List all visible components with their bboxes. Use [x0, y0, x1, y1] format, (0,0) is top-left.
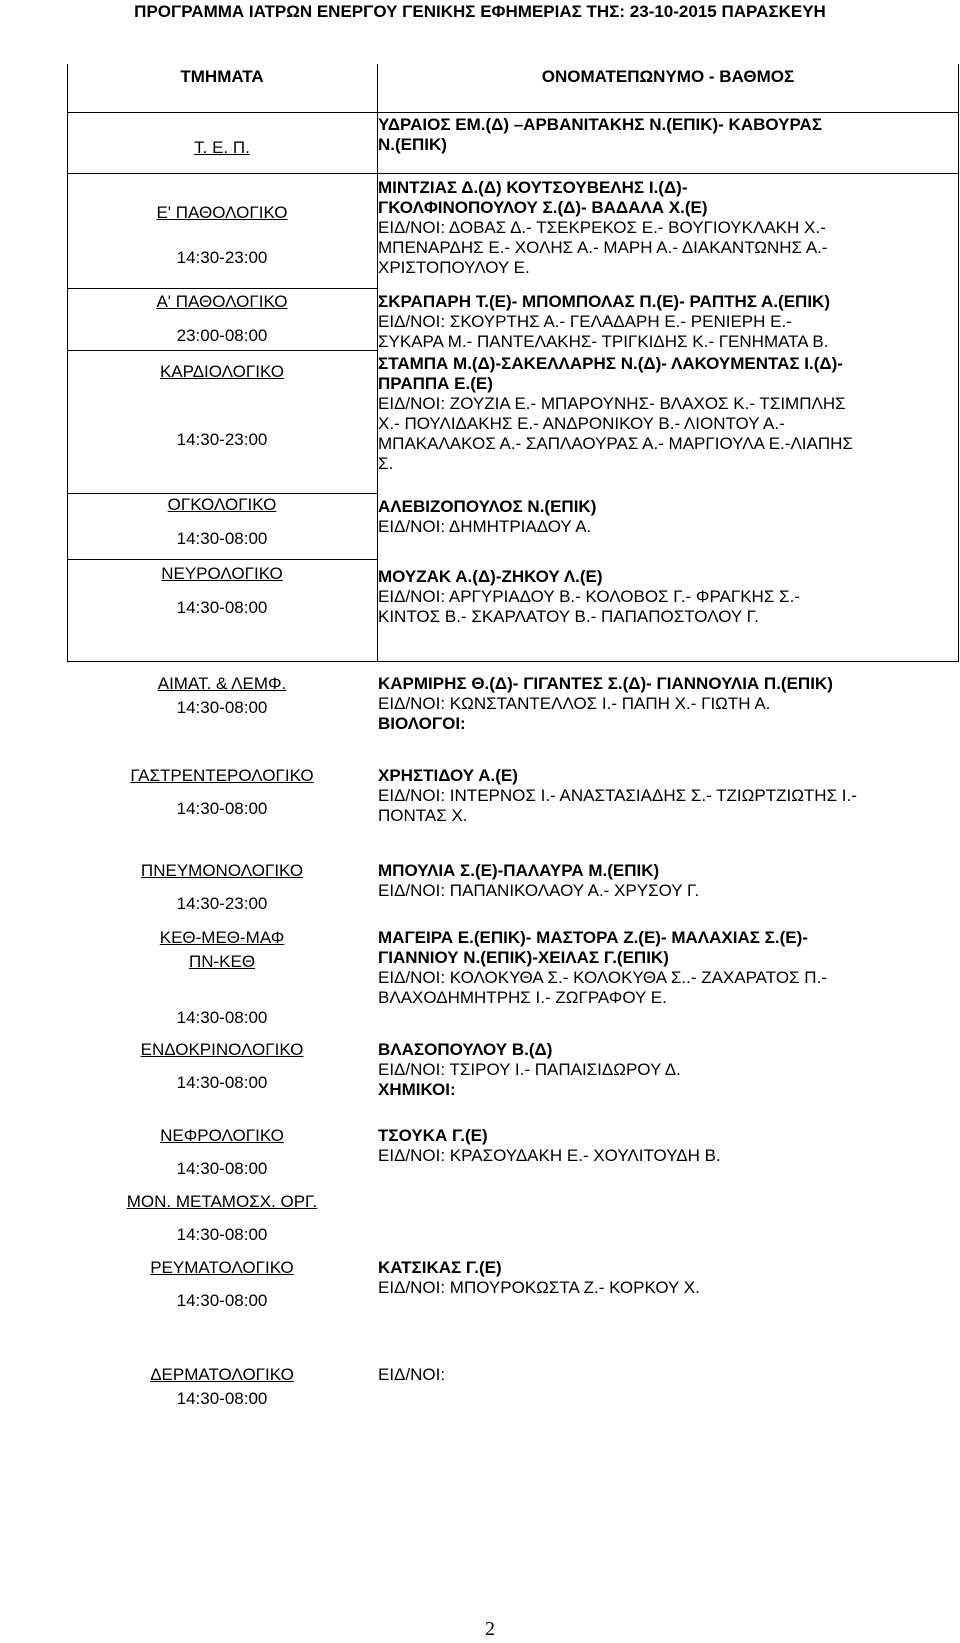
- names-line: ΕΙΔ/ΝΟΙ: ΖΟΥΖΙΑ Ε.- ΜΠΑΡΟΥΝΗΣ- ΒΛΑΧΟΣ Κ.- ΤΣΙΜΠΛΗΣ: [378, 394, 846, 413]
- names-line: ΒΛΑΣΟΠΟΥΛΟΥ Β.(Δ): [378, 1040, 553, 1059]
- dept-haem-time: 14:30-08:00: [176, 698, 268, 717]
- names-line: ΣΥΚΑΡΑ Μ.- ΠΑΝΤΕΛΑΚΗΣ- ΤΡΙΓΚΙΔΗΣ Κ.- ΓΕΝΗΜΑΤΑ Β.: [378, 332, 829, 351]
- names-rheum: [378, 1258, 948, 1298]
- dept-gastro: ΓΑΣΤΡΕΝΤΕΡΟΛΟΓΙΚΟ: [130, 766, 314, 785]
- row-divider-tep: [67, 173, 959, 174]
- names-line: ΠΟΝΤΑΣ Χ.: [378, 806, 468, 825]
- names-line: ΕΙΔ/ΝΟΙ: ΔΟΒΑΣ Δ.- ΤΣΕΚΡΕΚΟΣ Ε.- ΒΟΥΓΙΟΥΚΛΑΚΗ Χ.-: [378, 218, 826, 237]
- names-line: ΒΛΑΧΟΔΗΜΗΤΡΗΣ Ι.- ΖΩΓΡΑΦΟΥ Ε.: [378, 988, 667, 1007]
- names-line: ΜΑΓΕΙΡΑ Ε.(ΕΠΙΚ)- ΜΑΣΤΟΡΑ Ζ.(Ε)- ΜΑΛΑΧΙΑΣ Σ.(Ε)-: [378, 928, 808, 947]
- header-names: [378, 67, 958, 87]
- names-e-pathologiko: [378, 178, 948, 278]
- names-tep: [378, 115, 948, 155]
- dept-rheum-time: 14:30-08:00: [176, 1291, 268, 1310]
- names-line: ΧΡΙΣΤΟΠΟΥΛΟΥ Ε.: [378, 258, 530, 277]
- names-line: ΤΣΟΥΚΑ Γ.(Ε): [378, 1126, 488, 1145]
- names-line: ΚΑΡΜΙΡΗΣ Θ.(Δ)- ΓΙΓΑΝΤΕΣ Σ.(Δ)- ΓΙΑΝΝΟΥΛΙΑ Π.(ΕΠΙΚ): [378, 674, 833, 693]
- names-line: ΣΤΑΜΠΑ Μ.(Δ)-ΣΑΚΕΛΛΑΡΗΣ Ν.(Δ)- ΛΑΚΟΥΜΕΝΤΑΣ Ι.(Δ)-: [378, 354, 843, 373]
- names-line: Σ.: [378, 454, 394, 473]
- dept-endo-time: 14:30-08:00: [176, 1073, 268, 1092]
- dept-haem: ΑΙΜΑΤ. & ΛΕΜΦ.: [157, 674, 287, 693]
- names-a-pathologiko: [378, 292, 948, 352]
- dept-cardio: ΚΑΡΔΙΟΛΟΓΙΚΟ: [159, 362, 285, 381]
- names-line: ΧΡΗΣΤΙΔΟΥ Α.(Ε): [378, 766, 518, 785]
- names-line: ΠΡΑΠΠΑ Ε.(Ε): [378, 374, 493, 393]
- names-line: ΥΔΡΑΙΟΣ ΕΜ.(Δ) –ΑΡΒΑΝΙΤΑΚΗΣ Ν.(ΕΠΙΚ)- ΚΑΒΟΥΡΑΣ: [378, 115, 823, 134]
- dept-tep: Τ. Ε. Π.: [194, 138, 250, 157]
- names-line: ΓΙΑΝΝΙΟΥ Ν.(ΕΠΙΚ)-ΧΕΙΛΑΣ Γ.(ΕΠΙΚ): [378, 948, 669, 967]
- names-line: ΕΙΔ/ΝΟΙ: ΣΚΟΥΡΤΗΣ Α.- ΓΕΛΑΔΑΡΗ Ε.- ΡΕΝΙΕΡΗ Ε.-: [378, 312, 792, 331]
- names-line: Χ.- ΠΟΥΛΙΔΑΚΗΣ Ε.- ΑΝΔΡΟΝΙΚΟΥ Β.- ΛΙΟΝΤΟΥ Α.-: [378, 414, 785, 433]
- dept-neuro: ΝΕΥΡΟΛΟΓΙΚΟ: [161, 564, 283, 583]
- row-divider-bottom: [67, 661, 959, 662]
- dept-nephro: ΝΕΦΡΟΛΟΓΙΚΟ: [160, 1126, 284, 1145]
- names-neuro: [378, 567, 948, 627]
- names-line: ΒΙΟΛΟΓΟΙ:: [378, 714, 466, 733]
- names-cardio: [378, 354, 948, 474]
- names-gastro: [378, 766, 948, 826]
- names-line: ΕΙΔ/ΝΟΙ:: [378, 1365, 446, 1384]
- names-line: ΕΙΔ/ΝΟΙ: ΔΗΜΗΤΡΙΑΔΟΥ Α.: [378, 517, 592, 536]
- dept-gastro-time: 14:30-08:00: [176, 799, 268, 818]
- names-line: ΕΙΔ/ΝΟΙ: ΚΡΑΣΟΥΔΑΚΗ Ε.- ΧΟΥΛΙΤΟΥΔΗ Β.: [378, 1146, 721, 1165]
- dept-onco-time: 14:30-08:00: [176, 529, 268, 548]
- dept-onco: ΟΓΚΟΛΟΓΙΚΟ: [167, 495, 277, 514]
- names-line: ΕΙΔ/ΝΟΙ: ΠΑΠΑΝΙΚΟΛΑΟΥ Α.- ΧΡΥΣΟΥ Γ.: [378, 881, 700, 900]
- dept-e-pathologiko-time: 14:30-23:00: [176, 248, 268, 267]
- names-line: ΓΚΟΛΦΙΝΟΠΟΥΛΟΥ Σ.(Δ)- ΒΑΔΑΛΑ Χ.(Ε): [378, 198, 708, 217]
- names-line: ΕΙΔ/ΝΟΙ: ΤΣΙΡΟΥ Ι.- ΠΑΠΑΙΣΙΔΩΡΟΥ Δ.: [378, 1060, 681, 1079]
- names-line: ΕΙΔ/ΝΟΙ: ΑΡΓΥΡΙΑΔΟΥ Β.- ΚΟΛΟΒΟΣ Γ.- ΦΡΑΓΚΗΣ Σ.-: [378, 587, 800, 606]
- row-divider-a-path: [67, 350, 377, 351]
- dept-nephro-time: 14:30-08:00: [176, 1159, 268, 1178]
- names-line: ΜΙΝΤΖΙΑΣ Δ.(Δ) ΚΟΥΤΣΟΥΒΕΛΗΣ Ι.(Δ)-: [378, 178, 688, 197]
- dept-e-pathologiko: Ε' ΠΑΘΟΛΟΓΙΚΟ: [156, 203, 288, 222]
- dept-mon-time: 14:30-08:00: [176, 1225, 268, 1244]
- names-line: ΕΙΔ/ΝΟΙ: ΚΟΛΟΚΥΘΑ Σ.- ΚΟΛΟΚΥΘΑ Σ..- ΖΑΧΑΡΑΤΟΣ Π.-: [378, 968, 827, 987]
- dept-pneumo-time: 14:30-23:00: [176, 894, 268, 913]
- names-line: ΜΠΟΥΛΙΑ Σ.(Ε)-ΠΑΛΑΥΡΑ Μ.(ΕΠΙΚ): [378, 861, 660, 880]
- dept-a-pathologiko: Α' ΠΑΘΟΛΟΓΙΚΟ: [156, 292, 288, 311]
- names-derm: [378, 1365, 948, 1385]
- names-haem: [378, 674, 948, 734]
- row-divider-e-path: [67, 288, 377, 289]
- dept-neuro-time: 14:30-08:00: [176, 598, 268, 617]
- header-departments: ΤΜΗΜΑΤΑ: [180, 67, 264, 86]
- names-line: ΕΙΔ/ΝΟΙ: ΚΩΝΣΤΑΝΤΕΛΛΟΣ Ι.- ΠΑΠΗ Χ.- ΓΙΩΤΗ Α.: [378, 694, 771, 713]
- names-onco: [378, 497, 948, 537]
- table-right-border: [958, 64, 959, 662]
- row-divider-cardio: [67, 493, 377, 494]
- dept-a-pathologiko-time: 23:00-08:00: [176, 326, 268, 345]
- names-keth: [378, 928, 948, 1008]
- dept-keth-line1: ΚΕΘ-ΜΕΘ-ΜΑΦ: [159, 928, 285, 947]
- dept-endo: ΕΝΔΟΚΡΙΝΟΛΟΓΙΚΟ: [140, 1040, 304, 1059]
- names-line: Ν.(ΕΠΙΚ): [378, 135, 447, 154]
- row-divider-header: [67, 112, 959, 113]
- dept-derm: ΔΕΡΜΑΤΟΛΟΓΙΚΟ: [150, 1365, 294, 1384]
- names-line: ΜΟΥΖΑΚ Α.(Δ)-ΖΗΚΟΥ Λ.(Ε): [378, 567, 603, 586]
- dept-keth-line2: ΠΝ-ΚΕΘ: [188, 952, 256, 971]
- names-line: ΜΠΑΚΑΛΑΚΟΣ Α.- ΣΑΠΛΑΟΥΡΑΣ Α.- ΜΑΡΓΙΟΥΛΑ Ε.-ΛΙΑΠΗΣ: [378, 434, 853, 453]
- table-left-border: [67, 64, 68, 662]
- dept-pneumo: ΠΝΕΥΜΟΝΟΛΟΓΙΚΟ: [140, 861, 304, 880]
- names-endo: [378, 1040, 948, 1100]
- row-divider-onco: [67, 559, 377, 560]
- dept-keth-time: 14:30-08:00: [176, 1008, 268, 1027]
- names-nephro: [378, 1126, 948, 1166]
- names-line: ΣΚΡΑΠΑΡΗ Τ.(Ε)- ΜΠΟΜΠΟΛΑΣ Π.(Ε)- ΡΑΠΤΗΣ Α.(ΕΠΙΚ): [378, 292, 830, 311]
- dept-derm-time: 14:30-08:00: [176, 1389, 268, 1408]
- names-pneumo: [378, 861, 948, 901]
- page-number: 2: [485, 1618, 495, 1640]
- header-names-label: ΟΝΟΜΑΤΕΠΩΝΥΜΟ - ΒΑΘΜΟΣ: [541, 67, 795, 86]
- dept-rheum: ΡΕΥΜΑΤΟΛΟΓΙΚΟ: [150, 1258, 294, 1277]
- names-line: ΧΗΜΙΚΟΙ:: [378, 1080, 456, 1099]
- page-title: ΠΡΟΓΡΑΜΜΑ ΙΑΤΡΩΝ ΕΝΕΡΓΟΥ ΓΕΝΙΚΗΣ ΕΦΗΜΕΡΙΑΣ ΤΗΣ: 23-10-2015 ΠΑΡΑΣΚΕΥΗ: [134, 2, 826, 21]
- names-line: ΜΠΕΝΑΡΔΗΣ Ε.- ΧΟΛΗΣ Α.- ΜΑΡΗ Α.- ΔΙΑΚΑΝΤΩΝΗΣ Α.-: [378, 238, 828, 257]
- dept-cardio-time: 14:30-23:00: [176, 430, 268, 449]
- names-line: ΚΙΝΤΟΣ Β.- ΣΚΑΡΛΑΤΟΥ Β.- ΠΑΠΑΠΟΣΤΟΛΟΥ Γ.: [378, 607, 759, 626]
- dept-mon: ΜΟΝ. ΜΕΤΑΜΟΣΧ. ΟΡΓ.: [126, 1192, 318, 1211]
- names-line: ΕΙΔ/ΝΟΙ: ΜΠΟΥΡΟΚΩΣΤΑ Ζ.- ΚΟΡΚΟΥ Χ.: [378, 1278, 700, 1297]
- names-line: ΑΛΕΒΙΖΟΠΟΥΛΟΣ Ν.(ΕΠΙΚ): [378, 497, 597, 516]
- names-line: ΕΙΔ/ΝΟΙ: ΙΝΤΕΡΝΟΣ Ι.- ΑΝΑΣΤΑΣΙΑΔΗΣ Σ.- ΤΖΙΩΡΤΖΙΩΤΗΣ Ι.-: [378, 786, 857, 805]
- names-line: ΚΑΤΣΙΚΑΣ Γ.(Ε): [378, 1258, 502, 1277]
